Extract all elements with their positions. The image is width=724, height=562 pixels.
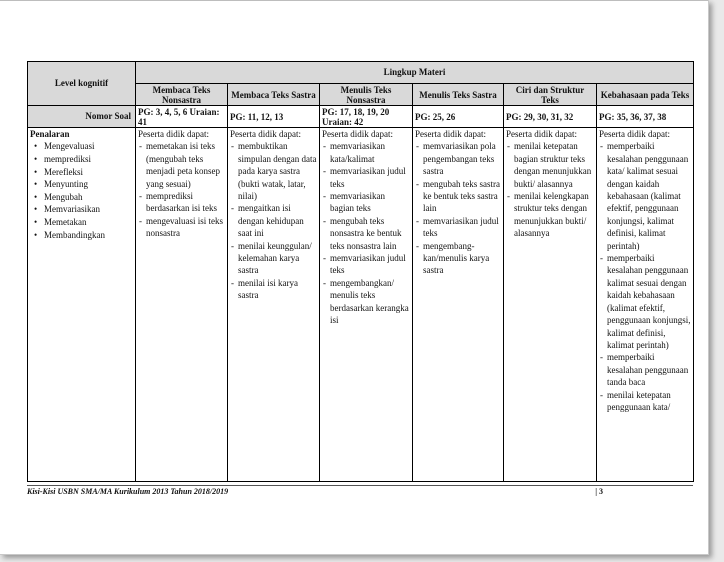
indicator-item: - memvariasikan judul teks (423, 215, 501, 240)
indicator-item: - mengembangkan/ menulis teks berdasarkan kerangka isi (330, 277, 410, 327)
level-item: • Mengevaluasi (44, 140, 133, 153)
indicator-item: - mengubah teks sastra ke bentuk teks sastra lain (423, 178, 501, 215)
column-header: Kebahasaan pada Teks (597, 84, 694, 106)
materi-cell (228, 128, 320, 482)
indicator-item: - mengevaluasi isi teks nonsastra (146, 215, 225, 240)
indicator-list (599, 140, 691, 413)
level-title: Penalaran (30, 129, 70, 139)
nomor-soal-cell: PG: 25, 26 (413, 106, 504, 128)
page-footer (27, 485, 693, 496)
nomor-soal-cell: PG: 35, 36, 37, 38 (597, 106, 694, 128)
column-header: Membaca Teks Nonsastra (136, 84, 228, 106)
indicator-list (506, 140, 594, 239)
column-header: Membaca Teks Sastra (228, 84, 320, 106)
indicator-list (230, 140, 317, 301)
indicator-item: - memvariasikan bagian teks (330, 190, 410, 215)
indicator-item: - memetakan isi teks (mengubah teks menjadi peta konsep yang sesuai) (146, 140, 225, 190)
kisi-kisi-table (27, 61, 694, 482)
cell-intro: Peserta didik dapat: (322, 129, 393, 139)
indicator-item: - membuktikan simpulan dengan data pada karya sastra (bukti watak, latar, nilai) (238, 140, 317, 202)
indicator-item: - mengubah teks nonsastra ke bentuk teks nonsastra lain (330, 215, 410, 252)
cell-intro: Peserta didik dapat: (506, 129, 577, 139)
column-header: Menulis Teks Sastra (413, 84, 504, 106)
nomor-soal-cell: PG: 29, 30, 31, 32 (504, 106, 597, 128)
level-kognitif-header: Level kognitif (28, 62, 136, 106)
indicator-item: - menilai ketepatan penggunaan kata/ (607, 389, 691, 414)
indicator-item: - memperbaiki kesalahan penggunaan tanda baca (607, 351, 691, 388)
indicator-item: - mengaitkan isi dengan kehidupan saat ini (238, 202, 317, 239)
column-header: Menulis Teks Nonsastra (320, 84, 413, 106)
indicator-item: - menilai ketepatan bagian struktur teks dengan menunjukkan bukti/ alasannya (514, 140, 594, 190)
footer-text: Kisi-Kisi USBN SMA/MA Kurikulum 2013 Tahun 2018/2019 (27, 487, 229, 496)
indicator-item: - memprediksi berdasarkan isi teks (146, 190, 225, 215)
indicator-item: - memvariasikan judul teks (330, 165, 410, 190)
level-item: • Memetakan (44, 216, 133, 229)
column-header: Ciri dan Struktur Teks (504, 84, 597, 106)
materi-cell (597, 128, 694, 482)
indicator-item: - mengembang-kan/menulis karya sastra (423, 240, 501, 277)
nomor-soal-cell: PG: 17, 18, 19, 20 Uraian: 42 (320, 106, 413, 128)
indicator-item: - menilai isi karya sastra (238, 277, 317, 302)
level-item: • memprediksi (44, 153, 133, 166)
lingkup-materi-header: Lingkup Materi (136, 62, 694, 84)
level-kognitif-cell (28, 128, 136, 482)
indicator-item: - memperbaiki kesalahan penggunaan kata/ kalimat sesuai dengan kaidah kebahasaan (kalimat efektif, penggunaan konjungsi, kalimat definisi, kalimat perintah) (607, 140, 691, 252)
nomor-soal-label: Nomor Soal (28, 106, 136, 128)
indicator-item: - memvariasikan judul teks (330, 252, 410, 277)
level-item: • Mengubah (44, 191, 133, 204)
level-item: • Memvariasikan (44, 203, 133, 216)
page-number: | 3 (595, 487, 603, 496)
level-item: • Menyunting (44, 178, 133, 191)
indicator-list (415, 140, 501, 276)
cell-intro: Peserta didik dapat: (138, 129, 209, 139)
nomor-soal-cell: PG: 3, 4, 5, 6 Uraian: 41 (136, 106, 228, 128)
indicator-item: - memperbaiki kesalahan penggunaan kalimat sesuai dengan kaidah kebahasaan (kalimat efektif, penggunaan konjungsi, kalimat definisi, kalimat perintah) (607, 252, 691, 351)
level-item: • Merefleksi (44, 166, 133, 179)
level-list (30, 140, 133, 241)
materi-cell (320, 128, 413, 482)
cell-intro: Peserta didik dapat: (230, 129, 301, 139)
indicator-list (322, 140, 410, 326)
cell-intro: Peserta didik dapat: (599, 129, 670, 139)
indicator-item: - memvariasikan kata/kalimat (330, 140, 410, 165)
cell-intro: Peserta didik dapat: (415, 129, 486, 139)
indicator-item: - menilai keunggulan/ kelemahan karya sastra (238, 240, 317, 277)
indicator-item: - menilai kelengkapan struktur teks dengan menunjukkan bukti/ alasannya (514, 190, 594, 240)
materi-cell (413, 128, 504, 482)
nomor-soal-cell: PG: 11, 12, 13 (228, 106, 320, 128)
indicator-list (138, 140, 225, 239)
page-top-line (0, 0, 708, 1)
materi-cell (136, 128, 228, 482)
indicator-item: - memvariasikan pola pengembangan teks sastra (423, 140, 501, 177)
materi-cell (504, 128, 597, 482)
level-item: • Membandingkan (44, 229, 133, 242)
